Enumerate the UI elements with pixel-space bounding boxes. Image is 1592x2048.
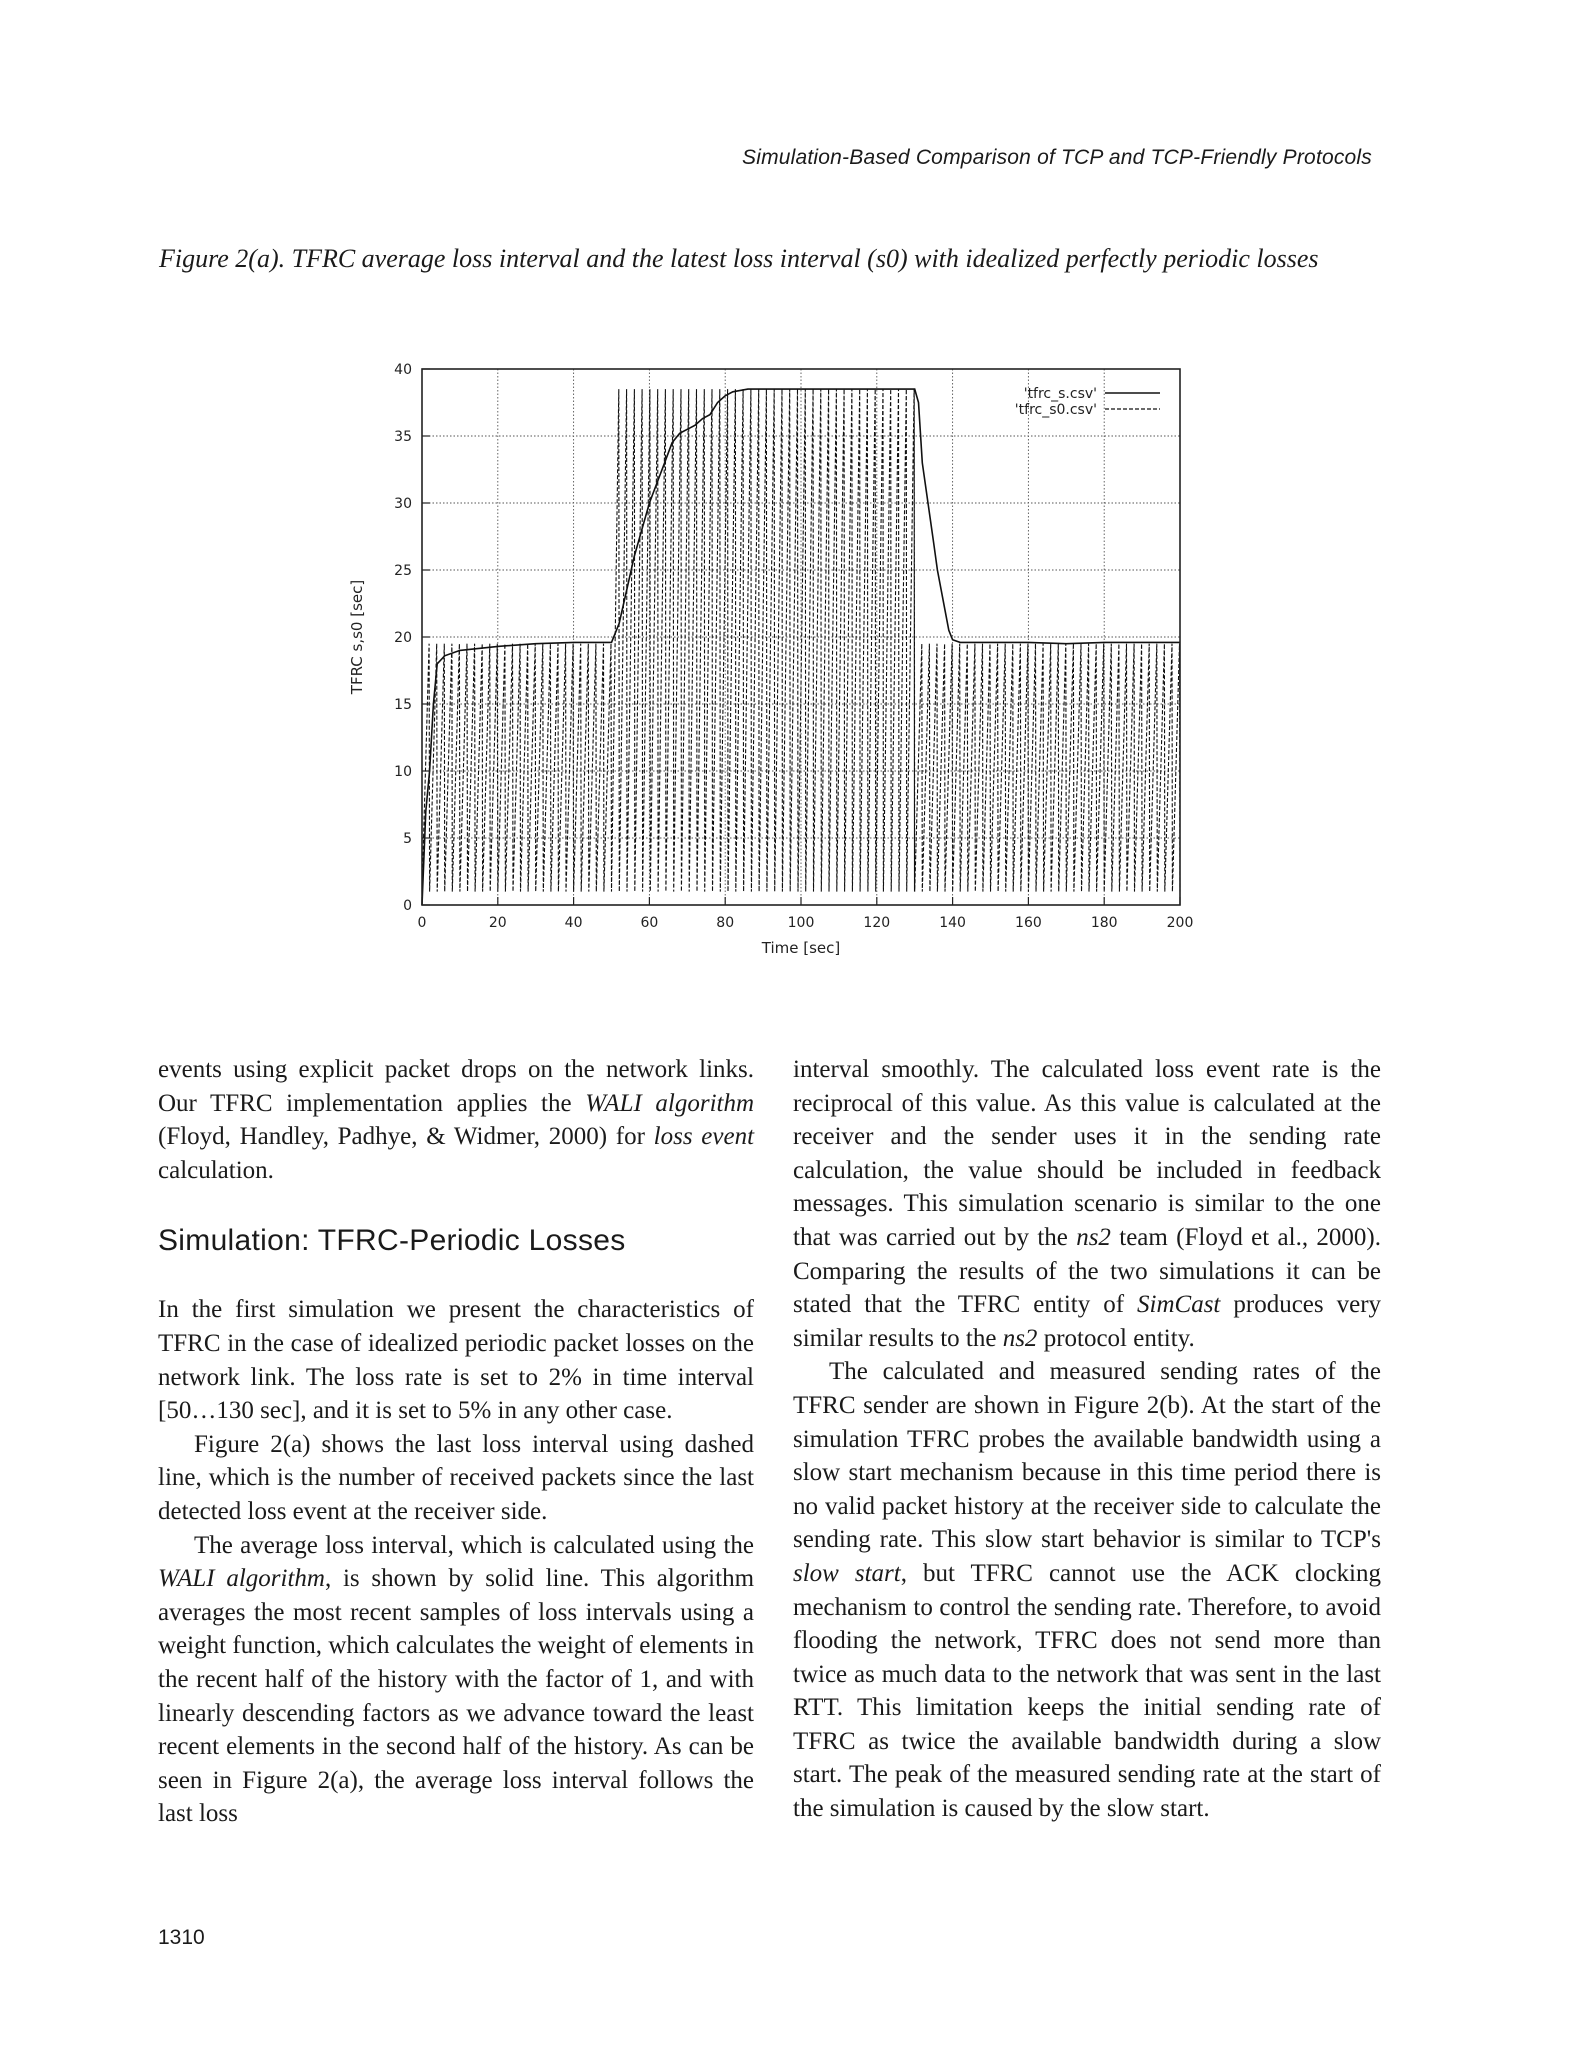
- x-axis-label: Time [sec]: [761, 939, 841, 957]
- left-column: [158, 1053, 754, 1831]
- figure-caption: Figure 2(a). TFRC average loss interval and the latest loss interval (s0) with idealized perfectly periodic losses: [159, 244, 1319, 273]
- y-tick-label: 10: [394, 764, 412, 780]
- y-tick-label: 15: [394, 697, 412, 713]
- x-tick-label: 200: [1166, 915, 1194, 931]
- y-tick-label: 25: [394, 563, 412, 579]
- y-tick-label: 30: [394, 496, 412, 512]
- left-paragraph-2: In the first simulation we present the characteristics of TFRC in the case of idealized periodic packet losses on the network link. The loss rate is set to 2% in time interval [50…130 sec], and it is set to 5% in any other case.: [158, 1296, 754, 1425]
- section-heading: Simulation: TFRC-Periodic Losses: [158, 1224, 626, 1258]
- y-tick-label: 40: [394, 362, 412, 378]
- y-axis-label: TFRC s,s0 [sec]: [348, 579, 366, 695]
- x-tick-label: 160: [1015, 915, 1042, 931]
- right-column: [793, 1053, 1381, 1826]
- page-number: 1310: [158, 1926, 205, 1949]
- x-tick-label: 40: [564, 915, 583, 931]
- left-paragraph-3: Figure 2(a) shows the last loss interval using dashed line, which is the number of received packets since the last detected loss event at the receiver side.: [158, 1430, 754, 1525]
- x-tick-label: 60: [640, 915, 659, 931]
- x-tick-label: 140: [939, 915, 966, 931]
- running-head: Simulation-Based Comparison of TCP and TCP-Friendly Protocols: [742, 146, 1372, 169]
- left-paragraph-1: events using explicit packet drops on the network links. Our TFRC implementation applies the WALI algorithm (Floyd, Handley, Padhye, & Widmer, 2000) for loss event calculation.: [158, 1056, 755, 1184]
- y-tick-label: 35: [394, 429, 412, 445]
- x-tick-label: 20: [488, 915, 507, 931]
- right-paragraph-2: The calculated and measured sending rates of the TFRC sender are shown in Figure 2(b). At the start of the simulation TFRC probes the available bandwidth using a slow start mechanism because in this time period there is no valid packet history at the receiver side to calculate the sending rate. This slow start behavior is similar to TCP's slow start, but TFRC cannot use the ACK clocking mechanism to control the sending rate. Therefore, to avoid flooding the network, TFRC does not send more than twice as much data to the network that was sent in the last RTT. This limitation keeps the initial sending rate of TFRC as twice the available bandwidth during a slow start. The peak of the measured sending rate at the start of the simulation is caused by the slow start.: [793, 1358, 1381, 1823]
- x-tick-label: 100: [787, 915, 815, 931]
- right-paragraph-1: interval smoothly. The calculated loss event rate is the reciprocal of this value. As this value is calculated at the receiver and the sender uses it in the sending rate calculation, the value should be included in feedback messages. This simulation scenario is similar to the one that was carried out by the ns2 team (Floyd et al., 2000). Comparing the results of the two simulations it can be stated that the TFRC entity of SimCast produces very similar results to the ns2 protocol entity.: [793, 1056, 1382, 1352]
- x-tick-label: 80: [716, 915, 735, 931]
- loss-interval-chart: [340, 350, 1220, 970]
- chart-legend: [1015, 386, 1160, 418]
- y-tick-label: 0: [403, 898, 412, 914]
- legend-label-tfrc-s: 'tfrc_s.csv': [1023, 386, 1097, 402]
- y-tick-label: 20: [394, 630, 412, 646]
- x-tick-label: 0: [417, 915, 427, 931]
- x-tick-label: 120: [863, 915, 891, 931]
- x-tick-label: 180: [1090, 915, 1118, 931]
- left-paragraph-4: The average loss interval, which is calculated using the WALI algorithm, is shown by solid line. This algorithm averages the most recent samples of loss intervals using a weight function, which calculates the weight of elements in the recent half of the history with the factor of 1, and with linearly descending factors as we advance toward the least recent elements in the second half of the history. As can be seen in Figure 2(a), the average loss interval follows the last loss: [158, 1531, 755, 1828]
- y-tick-label: 5: [403, 831, 412, 847]
- legend-label-tfrc-s0: 'tfrc_s0.csv': [1014, 402, 1097, 418]
